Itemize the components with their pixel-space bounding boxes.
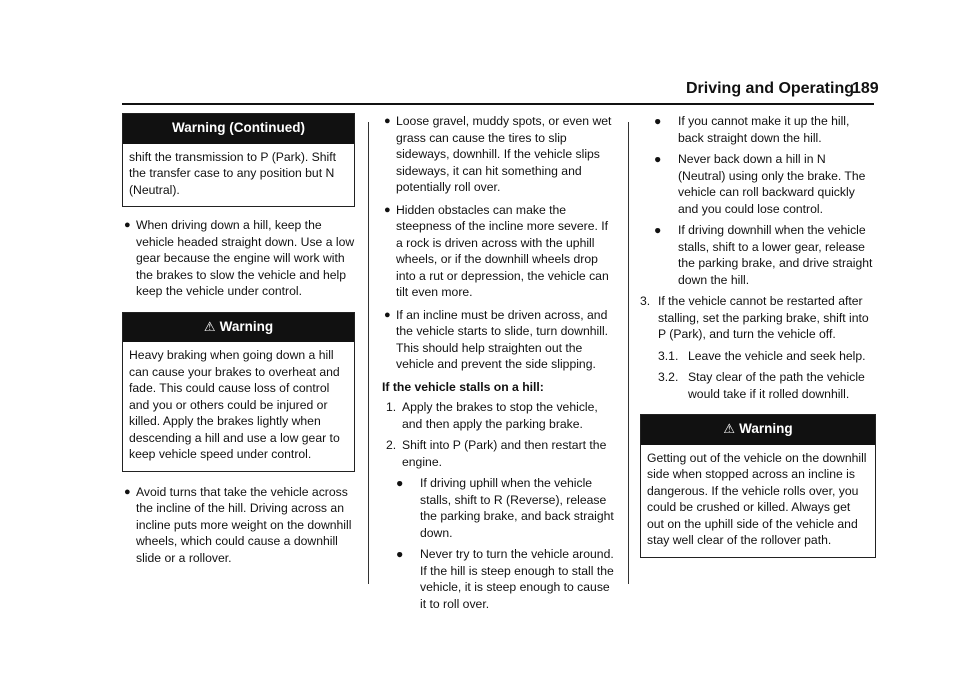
warning-header — [123, 313, 354, 343]
column-left — [122, 113, 355, 572]
page-header — [0, 80, 960, 104]
list-item-text: Never try to turn the vehicle around. If the hill is steep enough to stall the vehicle, it is steep enough to cause it to roll over. — [420, 547, 614, 611]
list-item-text: Hidden obstacles can make the steepness of the incline more severe. If a rock is driven across with the uphill wheels, or if the downhill wheels drop into a rut or depression, the vehicle can tilt even more. — [396, 202, 609, 299]
column-middle — [382, 113, 618, 617]
bullet-icon: ● — [384, 308, 391, 321]
sub-list-item — [640, 113, 876, 146]
column-divider — [628, 122, 629, 584]
bullet-icon: ● — [124, 219, 131, 231]
numbered-step — [640, 293, 876, 343]
warning-header — [641, 415, 875, 445]
step-number: 3. — [640, 294, 651, 308]
bullet-icon: ● — [654, 223, 662, 237]
warning-triangle-icon: ⚠ — [203, 318, 216, 334]
header-rule — [122, 103, 874, 105]
step-number: 2. — [386, 438, 397, 452]
sub-list-item — [382, 475, 618, 541]
numbered-substep — [640, 369, 876, 402]
step-number: 3.2. — [658, 370, 679, 384]
list-item — [122, 484, 355, 567]
list-item — [382, 307, 618, 373]
list-item-text: If driving downhill when the vehicle stalls, shift to a lower gear, release the parking brake, and drive straight down the hill. — [678, 223, 873, 287]
step-number: 3.1. — [658, 348, 679, 363]
step-text: If the vehicle cannot be restarted after stalling, set the parking brake, shift into P (Park), and turn the vehicle off. — [658, 294, 869, 341]
numbered-substep — [640, 348, 876, 365]
list-item-text: Loose gravel, muddy spots, or even wet grass can cause the tires to slip sideways, downhill. If the vehicle slips sideways, it can hit something and potentially roll over. — [396, 114, 612, 194]
warning-box — [122, 312, 355, 472]
list-item-text: Avoid turns that take the vehicle across the incline of the hill. Driving across an incline puts more weight on the downhill wheels, which could cause a downhill slide or a rollover. — [136, 484, 352, 565]
warning-box-continued — [122, 113, 355, 207]
numbered-step — [382, 437, 618, 470]
sub-list-item — [640, 151, 876, 217]
step-text: Stay clear of the path the vehicle would take if it rolled downhill. — [688, 370, 865, 401]
column-right — [640, 113, 876, 568]
list-item-text: Never back down a hill in N (Neutral) using only the brake. The vehicle can roll backward quickly and you could lose control. — [678, 152, 866, 216]
stall-heading: If the vehicle stalls on a hill: — [382, 379, 544, 394]
list-item-text: If you cannot make it up the hill, back straight down the hill. — [678, 114, 850, 145]
bullet-icon: ● — [384, 115, 391, 127]
warning-box — [640, 414, 876, 558]
column-divider — [368, 122, 369, 584]
bullet-icon: ● — [384, 203, 391, 216]
warning-title: Warning — [219, 318, 274, 334]
warning-triangle-icon: ⚠ — [723, 421, 736, 436]
sub-list-item — [640, 222, 876, 288]
list-item — [382, 113, 618, 196]
warning-title: Warning — [739, 421, 793, 436]
bullet-icon: ● — [124, 485, 131, 498]
step-text: Leave the vehicle and seek help. — [688, 348, 866, 363]
warning-body: shift the transmission to P (Park). Shift the transfer case to any position but N (Neutral). — [129, 149, 337, 197]
numbered-step — [382, 399, 618, 432]
step-text: Apply the brakes to stop the vehicle, and then apply the parking brake. — [402, 400, 598, 431]
list-item-text: When driving down a hill, keep the vehicle headed straight down. Use a low gear because the engine will work with the brakes to slow the vehicle and help keep the vehicle under control. — [136, 218, 355, 298]
warning-body: Getting out of the vehicle on the downhill side when stopped across an incline is dangerous. If the vehicle rolls over, you could be crushed or killed. Always get out on the uphill side of the vehicle and stay well clear of the rollover path. — [647, 450, 867, 547]
step-number: 1. — [386, 400, 397, 414]
warning-body: Heavy braking when going down a hill can cause your brakes to overheat and fade. This could cause loss of control and you or others could be injured or killed. Apply the brakes lightly when descending a hill and use a low gear to keep vehicle speed under control. — [129, 348, 340, 461]
bullet-icon: ● — [654, 114, 662, 128]
list-item-text: If driving uphill when the vehicle stalls, shift to R (Reverse), release the parking brake, and back straight down. — [420, 476, 614, 540]
step-text: Shift into P (Park) and then restart the engine. — [402, 438, 607, 469]
list-item — [122, 217, 355, 300]
bullet-icon: ● — [396, 476, 404, 490]
section-title: Driving and Operating — [685, 80, 854, 97]
list-item-text: If an incline must be driven across, and the vehicle starts to slide, turn downhill. This should help straighten out the vehicle and prevent the side slipping. — [396, 307, 609, 371]
warning-title: Warning (Continued) — [123, 114, 354, 144]
bullet-icon: ● — [396, 547, 404, 561]
page-number: 189 — [852, 80, 879, 97]
bullet-icon: ● — [654, 152, 662, 166]
sub-list-item — [382, 546, 618, 612]
list-item — [382, 202, 618, 301]
